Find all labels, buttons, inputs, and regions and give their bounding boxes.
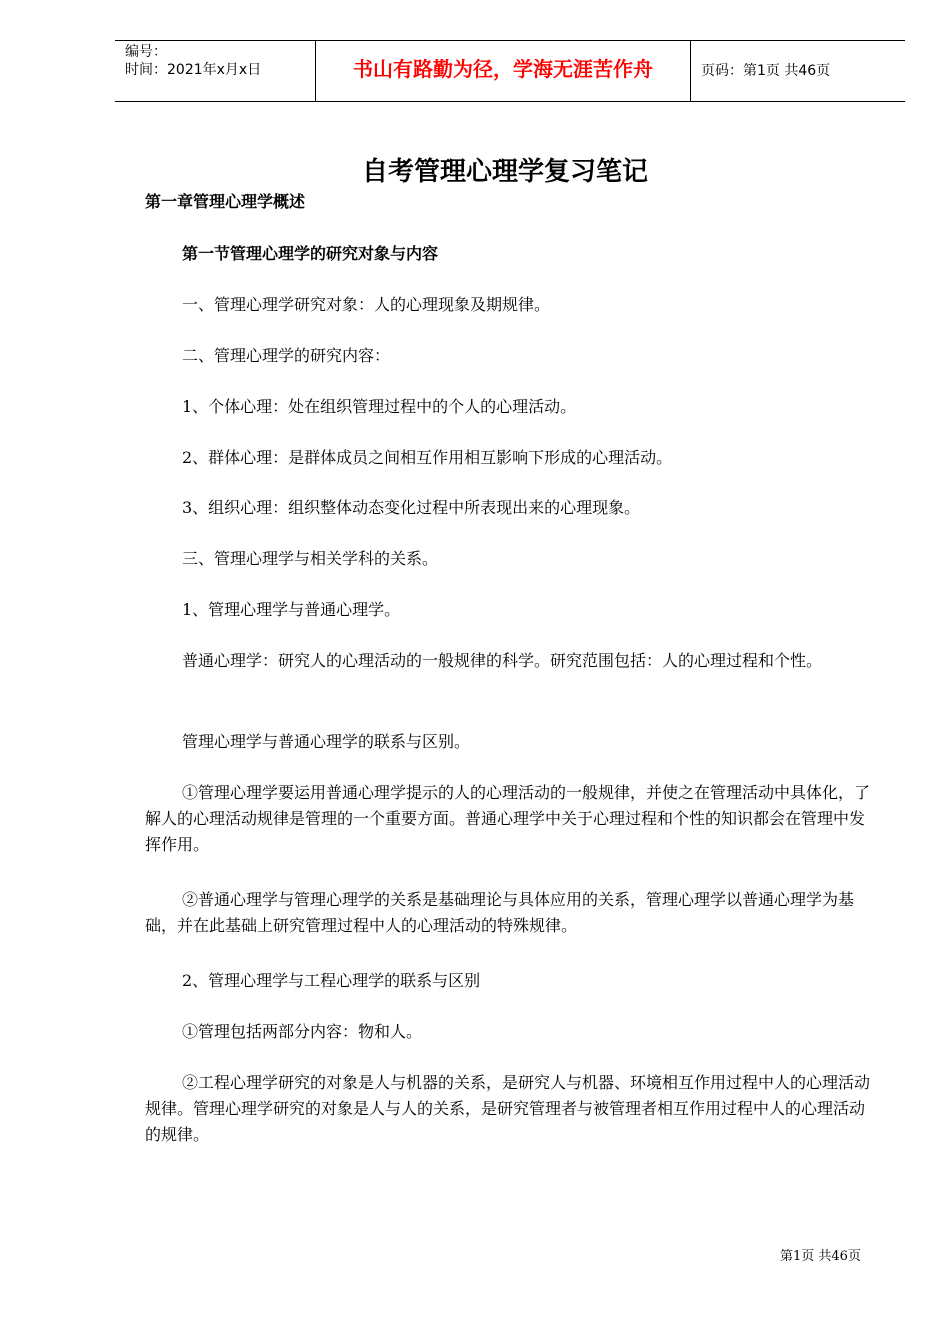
section-heading: 第一节管理心理学的研究对象与内容 bbox=[182, 244, 439, 263]
paragraph: 普通心理学：研究人的心理活动的一般规律的科学。研究范围包括：人的心理过程和个性。 bbox=[182, 651, 823, 670]
paragraph: ②普通心理学与管理心理学的关系是基础理论与具体应用的关系，管理心理学以普通心理学为基础，并在此基础上研究管理过程中人的心理活动的特殊规律。 bbox=[145, 890, 855, 935]
paragraph: 管理心理学与普通心理学的联系与区别。 bbox=[182, 732, 471, 751]
paragraph: 1、管理心理学与普通心理学。 bbox=[182, 600, 401, 619]
paragraph: 三、管理心理学与相关学科的关系。 bbox=[182, 549, 439, 568]
paragraph: 1、个体心理：处在组织管理过程中的个人的心理活动。 bbox=[182, 397, 577, 416]
paragraph: 3、组织心理：组织整体动态变化过程中所表现出来的心理现象。 bbox=[182, 498, 641, 517]
document-title: 自考管理心理学复习笔记 bbox=[361, 157, 648, 187]
chapter-heading: 第一章管理心理学概述 bbox=[145, 192, 306, 211]
paragraph: 一、管理心理学研究对象：人的心理现象及期规律。 bbox=[182, 295, 551, 314]
paragraph: ①管理包括两部分内容：物和人。 bbox=[182, 1022, 423, 1041]
paragraph: ②工程心理学研究的对象是人与机器的关系，是研究人与机器、环境相互作用过程中人的心理活动规律。管理心理学研究的对象是人与人的关系，是研究管理者与被管理者相互作用过程中人的心理活动的规律。 bbox=[145, 1073, 871, 1144]
header-motto-cell bbox=[315, 41, 691, 101]
paragraph: ①管理心理学要运用普通心理学提示的人的心理活动的一般规律，并使之在管理活动中具体化，了解人的心理活动规律是管理的一个重要方面。普通心理学中关于心理过程和个性的知识都会在管理中发挥作用。 bbox=[145, 783, 871, 854]
document-number-label: 编号： bbox=[125, 44, 167, 60]
paragraph: 2、群体心理：是群体成员之间相互作用相互影响下形成的心理活动。 bbox=[182, 448, 673, 467]
header-motto: 书山有路勤为径，学海无涯苦作舟 bbox=[353, 57, 653, 81]
header-page-number: 页码：第1页 共46页 bbox=[701, 63, 831, 79]
document-time-label: 时间：2021年x月x日 bbox=[125, 62, 262, 78]
page-footer: 第1页 共46页 bbox=[780, 1249, 861, 1264]
paragraph: 二、管理心理学的研究内容： bbox=[182, 346, 391, 365]
header-page-cell bbox=[691, 41, 905, 101]
page-header bbox=[115, 40, 905, 102]
header-meta-cell bbox=[115, 41, 315, 101]
paragraph: 2、管理心理学与工程心理学的联系与区别 bbox=[182, 971, 481, 990]
